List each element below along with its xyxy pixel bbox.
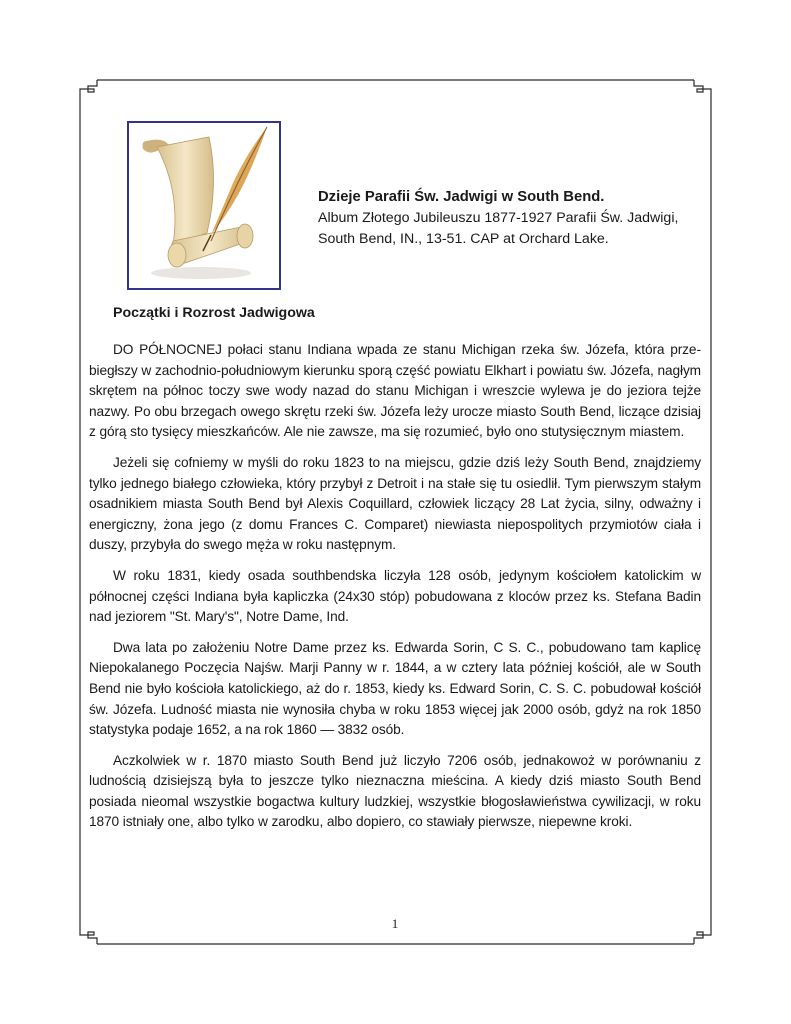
source-citation: [318, 187, 718, 250]
page-number: 1: [391, 916, 399, 931]
article-body: [89, 340, 701, 843]
citation-title: Dzieje Parafii Św. Jadwigi w South Bend.: [318, 189, 605, 205]
citation-line: Album Złotego Jubileuszu 1877-1927 Parafii Św. Jadwigi,: [318, 210, 679, 226]
section-heading: Początki i Rozrost Jadwigowa: [113, 305, 315, 321]
paragraph: Dwa lata po założeniu Notre Dame przez ks. Edwarda Sorin, C S. C., pobudowano tam kaplicę Niepokalanego Poczęcia Najśw. Marji Panny w r. 1844, a w cztery lata później kościół, ale w South Bend nie było kościoła katolickiego, aż do r. 1853, kiedy ks. Edward Sorin, C. S. C. pobudował kościół św. Józefa. Ludność miasta nie wynosiła chyba w roku 1853 więcej jak 2000 osób, gdyż na rok 1850 statystyka podaje 1652, a na rok 1860 — 3832 osób.: [89, 639, 701, 738]
paragraph: Aczkolwiek w r. 1870 miasto South Bend już liczyło 7206 osób, jednakowoż w porównaniu z ludnością dzisiejszą była to jeszcze tylko nieznaczna mieścina. A kiedy dziś miasto South Bend posiada nieomal wszystkie bogactwa kultury ludzkiej, wszystkie błogosławieństwa cywilizacji, w roku 1870 istniały one, albo tylko w zarodku, albo dopiero, co stawiały pierwsze, niepewne kroki.: [89, 752, 701, 830]
paragraph: W roku 1831, kiedy osada southbendska liczyła 128 osób, jedynym kościołem katolickim w północnej części Indiana była kapliczka (24x30 stóp) pobudowana z kloców przez ks. Stefana Badin nad jeziorem "St. Mary's", Notre Dame, Ind.: [89, 567, 701, 625]
paragraph: DO PÓŁNOCNEJ połaci stanu Indiana wpada ze stanu Michigan rzeka św. Józefa, która przebiegłszy w zachodnio-południowym kierunku sporą część powiatu Elkhart i powiatu św. Józefa, nagłym skrętem na północ toczy swe wody nazad do stanu Michigan i wreszcie wylewa je do jeziora tejże nazwy. Po obu brzegach owego skrętu rzeki św. Józefa leży urocze miasto South Bend, liczące dzisiaj z górą sto tysięcy mieszkańców. Ale nie zawsze, ma się rozumieć, było ono stutysięcznym miastem.: [89, 342, 701, 440]
citation-line: South Bend, IN., 13-51. CAP at Orchard Lake.: [318, 231, 609, 247]
scroll-quill-illustration: [127, 121, 281, 290]
paragraph: Jeżeli się cofniemy w myśli do roku 1823 to na miejscu, gdzie dziś leży South Bend, znajdziemy tylko jednego białego człowieka, który przybył z Detroit i na stałe się tu osiedlił. Tym pierwszym stałym osadnikiem miasta South Bend był Alexis Coquillard, człowiek liczący 28 Lat życia, silny, odważny i energiczny, żona jego (z domu Frances C. Comparet) niewiasta niepospolitych przymiotów ciała i duszy, przybyła do swego męża w roku następnym.: [89, 454, 701, 553]
